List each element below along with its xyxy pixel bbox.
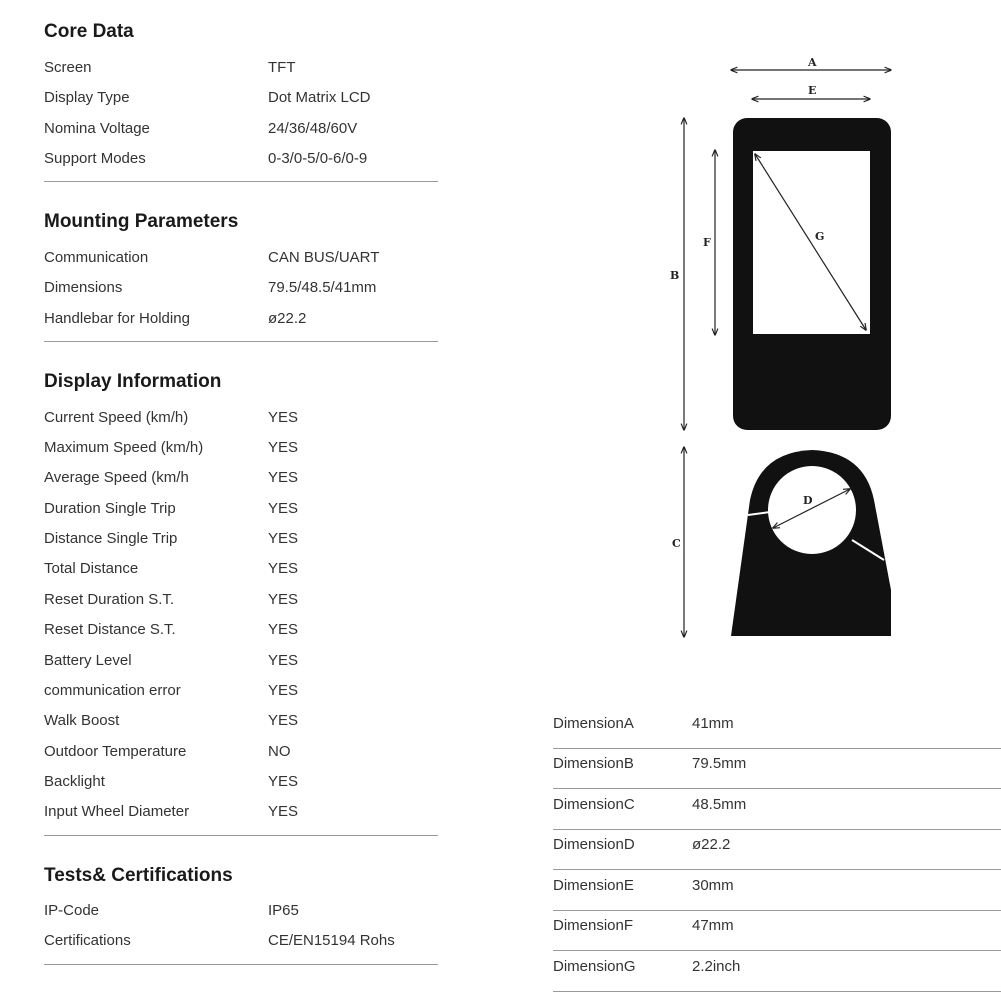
spec-label: Screen	[44, 59, 92, 76]
dimension-label: DimensionD	[553, 836, 635, 853]
spec-row-backlight	[44, 771, 444, 793]
dimension-letter-e: E	[808, 84, 817, 97]
section-divider	[44, 341, 438, 342]
spec-value: ø22.2	[268, 310, 307, 327]
spec-value: TFT	[268, 59, 296, 76]
dimension-label: DimensionG	[553, 958, 636, 975]
spec-row-current-speed	[44, 407, 444, 429]
spec-row-distance-single-trip	[44, 528, 444, 550]
spec-value: YES	[268, 560, 299, 577]
dimension-label: DimensionE	[553, 877, 634, 894]
spec-value: YES	[268, 469, 299, 486]
spec-row-duration-single-trip	[44, 498, 444, 520]
row-divider	[553, 869, 1001, 870]
spec-label: Duration Single Trip	[44, 500, 176, 517]
spec-row-certifications	[44, 930, 444, 952]
section-divider	[44, 181, 438, 182]
dimension-row-b	[553, 749, 1001, 789]
spec-value: YES	[268, 591, 299, 608]
spec-row-battery-level	[44, 650, 444, 672]
spec-value: YES	[268, 712, 299, 729]
spec-row-dimensions	[44, 277, 444, 299]
spec-label: Distance Single Trip	[44, 530, 178, 547]
spec-value: YES	[268, 409, 299, 426]
spec-row-walk-boost	[44, 710, 444, 732]
dimension-label: DimensionF	[553, 917, 634, 934]
dimension-row-g	[553, 952, 1001, 992]
spec-value: NO	[268, 743, 291, 760]
spec-value: 24/36/48/60V	[268, 120, 358, 137]
dimension-letter-g: G	[815, 230, 825, 243]
dimension-row-c	[553, 790, 1001, 830]
dimension-letter-c: C	[672, 537, 681, 550]
dimension-value: 2.2inch	[692, 958, 741, 975]
spec-label: Reset Duration S.T.	[44, 591, 175, 608]
dimension-row-d	[553, 830, 1001, 870]
spec-value: 79.5/48.5/41mm	[268, 279, 377, 296]
spec-value: YES	[268, 439, 299, 456]
spec-label: Total Distance	[44, 560, 139, 577]
dimension-row-f	[553, 911, 1001, 951]
spec-label: Average Speed (km/h	[44, 469, 189, 486]
spec-row-display-type	[44, 87, 444, 109]
spec-row-support-modes	[44, 148, 444, 170]
spec-row-outdoor-temperature	[44, 741, 444, 763]
dimension-letter-f: F	[703, 236, 711, 249]
spec-label: Dimensions	[44, 279, 123, 296]
spec-row-handlebar	[44, 308, 444, 330]
spec-label: Walk Boost	[44, 712, 120, 729]
spec-value: YES	[268, 682, 299, 699]
dimension-diagram	[640, 45, 920, 650]
spec-row-communication-error	[44, 680, 444, 702]
spec-value: YES	[268, 500, 299, 517]
spec-label: Support Modes	[44, 150, 146, 167]
row-divider	[553, 991, 1001, 992]
spec-label: Display Type	[44, 89, 130, 106]
dimension-value: 48.5mm	[692, 796, 747, 813]
spec-value: YES	[268, 803, 299, 820]
spec-row-reset-duration	[44, 589, 444, 611]
dimension-label: DimensionB	[553, 755, 634, 772]
spec-value: YES	[268, 652, 299, 669]
spec-label: Battery Level	[44, 652, 132, 669]
spec-row-ip-code	[44, 900, 444, 922]
spec-label: Reset Distance S.T.	[44, 621, 176, 638]
spec-value: YES	[268, 530, 299, 547]
dimension-row-a	[553, 709, 1001, 749]
dimension-value: ø22.2	[692, 836, 731, 853]
spec-label: Outdoor Temperature	[44, 743, 187, 760]
spec-value: YES	[268, 773, 299, 790]
clamp-hole	[768, 466, 856, 554]
spec-label: Handlebar for Holding	[44, 310, 190, 327]
spec-row-total-distance	[44, 558, 444, 580]
spec-row-communication	[44, 247, 444, 269]
section-divider	[44, 835, 438, 836]
dimension-value: 47mm	[692, 917, 734, 934]
spec-label: Nomina Voltage	[44, 120, 150, 137]
spec-value: CAN BUS/UART	[268, 249, 380, 266]
spec-row-maximum-speed	[44, 437, 444, 459]
row-divider	[553, 950, 1001, 951]
spec-value: IP65	[268, 902, 299, 919]
spec-label: Current Speed (km/h)	[44, 409, 189, 426]
spec-value: Dot Matrix LCD	[268, 89, 371, 106]
spec-label: communication error	[44, 682, 181, 699]
spec-label: Input Wheel Diameter	[44, 803, 190, 820]
spec-label: Backlight	[44, 773, 105, 790]
mounting-parameters-title: Mounting Parameters	[44, 211, 239, 232]
spec-value: YES	[268, 621, 299, 638]
dimension-letter-d: D	[803, 494, 813, 507]
dimension-value: 79.5mm	[692, 755, 747, 772]
dimension-value: 30mm	[692, 877, 734, 894]
spec-row-input-wheel-diameter	[44, 801, 444, 823]
spec-value: 0-3/0-5/0-6/0-9	[268, 150, 368, 167]
spec-label: Certifications	[44, 932, 131, 949]
dimension-value: 41mm	[692, 715, 734, 732]
dimension-label: DimensionA	[553, 715, 634, 732]
spec-row-voltage	[44, 118, 444, 140]
spec-row-average-speed	[44, 467, 444, 489]
dimension-row-e	[553, 871, 1001, 911]
spec-row-screen	[44, 57, 444, 79]
display-information-title: Display Information	[44, 371, 222, 392]
dimension-letter-b: B	[670, 269, 680, 282]
spec-label: Communication	[44, 249, 149, 266]
spec-label: Maximum Speed (km/h)	[44, 439, 204, 456]
row-divider	[553, 788, 1001, 789]
dimension-label: DimensionC	[553, 796, 635, 813]
dimension-letter-a: A	[808, 56, 817, 69]
section-divider	[44, 964, 438, 965]
core-data-title: Core Data	[44, 21, 134, 42]
tests-certifications-title: Tests& Certifications	[44, 865, 233, 886]
spec-label: IP-Code	[44, 902, 100, 919]
spec-row-reset-distance	[44, 619, 444, 641]
spec-value: CE/EN15194 Rohs	[268, 932, 395, 949]
